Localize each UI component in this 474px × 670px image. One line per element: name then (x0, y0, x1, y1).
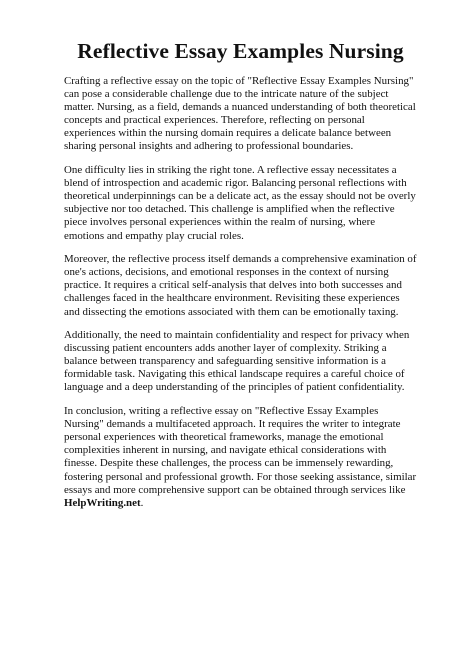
document-title: Reflective Essay Examples Nursing (77, 39, 404, 63)
closing-period: . (140, 496, 144, 509)
paragraph-5 (64, 405, 417, 510)
paragraph-3: Moreover, the reflective process itself demands a comprehensive examination of one's actions, decisions, and emotional responses in the context of nursing practice. It requires a critical self-analysis that delves into both successes and challenges faced in the healthcare environment. Revisiting these experiences and dissecting the emotions associated with them can be emotionally taxing. (64, 253, 417, 318)
paragraph-4: Additionally, the need to maintain confidentiality and respect for privacy when discussing patient encounters adds another layer of complexity. Striking a balance between transparency and safeguarding sensitive information is a formidable task. Navigating this ethical landscape requires a careful choice of language and a deep understanding of the principles of patient confidentiality. (64, 329, 410, 394)
paragraph-2: One difficulty lies in striking the right tone. A reflective essay necessitates a blend of introspection and academic rigor. Balancing personal reflections with theoretical underpinnings can be a delicate act, as the essay should not be overly subjective nor too detached. This challenge is amplified when the reflective piece involves personal experiences within the realm of nursing, where emotions and empathy play crucial roles. (64, 164, 416, 242)
service-name: HelpWriting.net (64, 496, 141, 509)
closing-text: In conclusion, writing a reflective essay on "Reflective Essay Examples Nursing" demands a multifaceted approach. It requires the writer to integrate personal experiences with theoretical frameworks, manage the emotional complexities inherent in nursing, and navigate ethical considerations with finesse. Despite these challenges, the process can be immensely rewarding, fostering personal and professional growth. For those seeking assistance, similar essays and more comprehensive support can be obtained through services like (64, 405, 417, 496)
paragraph-1: Crafting a reflective essay on the topic of "Reflective Essay Examples Nursing" can pose a considerable challenge due to the intricate nature of the subject matter. Nursing, as a field, demands a nuanced understanding of both theoretical concepts and practical experiences. Therefore, reflecting on personal experiences within the nursing domain requires a delicate balance between sharing personal insights and adhering to professional boundaries. (64, 75, 416, 153)
